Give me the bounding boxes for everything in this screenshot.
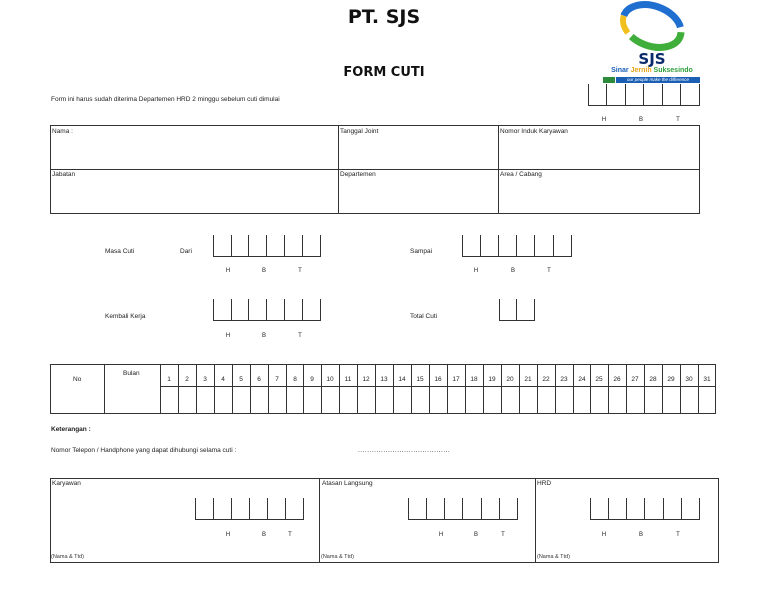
employee-sign-hint: (Nama & Ttd) xyxy=(51,554,84,560)
return-date-boxes[interactable] xyxy=(213,299,321,321)
calendar-day-cell[interactable] xyxy=(680,387,698,413)
calendar-day-30: 30 xyxy=(685,376,693,383)
sup-hbt-t: T xyxy=(501,532,505,538)
calendar-day-23: 23 xyxy=(560,376,568,383)
calendar-day-28: 28 xyxy=(649,376,657,383)
phone-label: Nomor Telepon / Handphone yang dapat dihubungi selama cuti : xyxy=(51,447,237,454)
emp-hbt-b: B xyxy=(261,532,266,538)
calendar-day-7: 7 xyxy=(275,376,279,383)
calendar-day-18: 18 xyxy=(470,376,478,383)
calendar-day-11: 11 xyxy=(344,376,352,383)
calendar-day-cell[interactable] xyxy=(483,387,501,413)
company-title: PT. SJS xyxy=(347,6,421,28)
calendar-day-2: 2 xyxy=(185,376,189,383)
calendar-day-cell[interactable] xyxy=(626,387,644,413)
return-hbt-b: B xyxy=(261,333,266,339)
employee-sign-date-boxes[interactable] xyxy=(195,498,304,520)
calendar-day-9: 9 xyxy=(310,376,314,383)
from-hbt-h: H xyxy=(225,268,231,274)
emp-hbt-t: T xyxy=(288,532,292,538)
logo-company-name xyxy=(600,67,704,74)
calendar-day-cell[interactable] xyxy=(573,387,591,413)
leave-period-label: Masa Cuti xyxy=(105,248,135,255)
from-hbt-t: T xyxy=(298,268,302,274)
logo-badge xyxy=(603,77,615,83)
calendar-day-13: 13 xyxy=(380,376,388,383)
hrd-hbt-h: H xyxy=(601,532,607,538)
calendar-day-25: 25 xyxy=(595,376,603,383)
calendar-day-31: 31 xyxy=(703,376,711,383)
calendar-day-14: 14 xyxy=(398,376,406,383)
calendar-day-cell[interactable] xyxy=(411,387,429,413)
calendar-day-cell[interactable] xyxy=(698,387,716,413)
logo-sinar: Sinar xyxy=(611,67,631,74)
leave-from-date-boxes[interactable] xyxy=(213,235,321,257)
supervisor-sign-hint: (Nama & Ttd) xyxy=(321,554,354,560)
employee-id-field[interactable]: Nomor Induk Karyawan xyxy=(500,128,568,135)
calendar-day-3: 3 xyxy=(203,376,207,383)
calendar-day-cell[interactable] xyxy=(590,387,608,413)
calendar-day-21: 21 xyxy=(524,376,532,383)
hrd-sign-label: HRD xyxy=(537,480,552,487)
until-hbt-t: T xyxy=(547,268,551,274)
company-logo xyxy=(600,0,704,84)
leave-from-label: Dari xyxy=(180,248,192,255)
calendar-day-26: 26 xyxy=(613,376,621,383)
calendar-day-cell[interactable] xyxy=(268,387,286,413)
calendar-day-cell[interactable] xyxy=(375,387,393,413)
calendar-no-header: No xyxy=(73,376,82,383)
logo-tagline: our people make the difference xyxy=(616,77,700,83)
calendar-day-cell[interactable] xyxy=(537,387,555,413)
logo-suksesindo: Suksesindo xyxy=(653,67,693,74)
calendar-day-cell[interactable] xyxy=(339,387,357,413)
header-hbt-b: B xyxy=(638,117,643,123)
leave-until-date-boxes[interactable] xyxy=(462,235,572,257)
calendar-day-cell[interactable] xyxy=(429,387,447,413)
calendar-day-cell[interactable] xyxy=(555,387,573,413)
calendar-day-cell[interactable] xyxy=(393,387,411,413)
calendar-day-27: 27 xyxy=(631,376,639,383)
supervisor-sign-date-boxes[interactable] xyxy=(408,498,518,520)
calendar-month-header: Bulan xyxy=(123,370,140,377)
hrd-sign-hint: (Nama & Ttd) xyxy=(537,554,570,560)
until-hbt-b: B xyxy=(510,268,515,274)
emp-hbt-h: H xyxy=(225,532,231,538)
employee-sign-label: Karyawan xyxy=(52,480,81,487)
calendar-day-cell[interactable] xyxy=(160,387,178,413)
logo-jernih: Jernih xyxy=(630,67,654,74)
calendar-day-cell[interactable] xyxy=(465,387,483,413)
calendar-day-cell[interactable] xyxy=(357,387,375,413)
calendar-day-cell[interactable] xyxy=(447,387,465,413)
calendar-day-cell[interactable] xyxy=(608,387,626,413)
calendar-day-5: 5 xyxy=(239,376,243,383)
hrd-hbt-b: B xyxy=(638,532,643,538)
calendar-day-10: 10 xyxy=(326,376,334,383)
calendar-day-cell[interactable] xyxy=(214,387,232,413)
calendar-day-4: 4 xyxy=(221,376,225,383)
until-hbt-h: H xyxy=(473,268,479,274)
calendar-day-cell[interactable] xyxy=(232,387,250,413)
calendar-day-29: 29 xyxy=(667,376,675,383)
calendar-day-6: 6 xyxy=(257,376,261,383)
calendar-day-cell[interactable] xyxy=(250,387,268,413)
remarks-label: Keterangan : xyxy=(51,426,91,433)
sup-hbt-h: H xyxy=(438,532,444,538)
calendar-day-17: 17 xyxy=(452,376,460,383)
hrd-sign-date-boxes[interactable] xyxy=(590,498,700,520)
header-date-boxes[interactable] xyxy=(588,84,700,106)
calendar-day-20: 20 xyxy=(506,376,514,383)
total-leave-boxes[interactable] xyxy=(499,299,535,321)
logo-ring-icon xyxy=(600,0,704,56)
calendar-day-cell[interactable] xyxy=(286,387,304,413)
calendar-day-cell[interactable] xyxy=(501,387,519,413)
header-hbt-h: H xyxy=(601,117,607,123)
phone-input-line[interactable]: ........................................ xyxy=(358,447,451,454)
calendar-day-cell[interactable] xyxy=(303,387,321,413)
return-hbt-h: H xyxy=(225,333,231,339)
calendar-day-16: 16 xyxy=(434,376,442,383)
calendar-day-cell[interactable] xyxy=(662,387,680,413)
calendar-day-cell[interactable] xyxy=(178,387,196,413)
header-hbt-t: T xyxy=(676,117,680,123)
calendar-day-12: 12 xyxy=(362,376,370,383)
position-field[interactable]: Jabatan xyxy=(52,171,76,178)
calendar-day-cell[interactable] xyxy=(321,387,339,413)
calendar-day-cell[interactable] xyxy=(519,387,537,413)
hrd-hbt-t: T xyxy=(676,532,680,538)
signature-table xyxy=(50,478,719,563)
name-field[interactable]: Nama : xyxy=(52,128,73,135)
join-date-field[interactable]: Tanggal Joint xyxy=(340,128,379,135)
calendar-day-1: 1 xyxy=(167,376,171,383)
supervisor-sign-label: Atasan Langsung xyxy=(322,480,373,487)
calendar-day-24: 24 xyxy=(578,376,586,383)
calendar-day-cell[interactable] xyxy=(644,387,662,413)
instruction-text: Form ini harus sudah diterima Departemen HRD 2 minggu sebelum cuti dimulai xyxy=(51,96,280,103)
calendar-day-22: 22 xyxy=(542,376,550,383)
leave-until-label: Sampai xyxy=(410,248,433,255)
calendar-day-15: 15 xyxy=(416,376,424,383)
from-hbt-b: B xyxy=(261,268,266,274)
return-hbt-t: T xyxy=(298,333,302,339)
sup-hbt-b: B xyxy=(473,532,478,538)
calendar-day-19: 19 xyxy=(488,376,496,383)
form-title: FORM CUTI xyxy=(343,65,425,80)
calendar-day-8: 8 xyxy=(293,376,297,383)
department-field[interactable]: Departemen xyxy=(340,171,376,178)
total-leave-label: Total Cuti xyxy=(410,313,438,320)
area-field[interactable]: Area / Cabang xyxy=(500,171,542,178)
logo-brand: SJS xyxy=(638,50,666,68)
calendar-day-cell[interactable] xyxy=(196,387,214,413)
return-work-label: Kembali Kerja xyxy=(105,313,146,320)
